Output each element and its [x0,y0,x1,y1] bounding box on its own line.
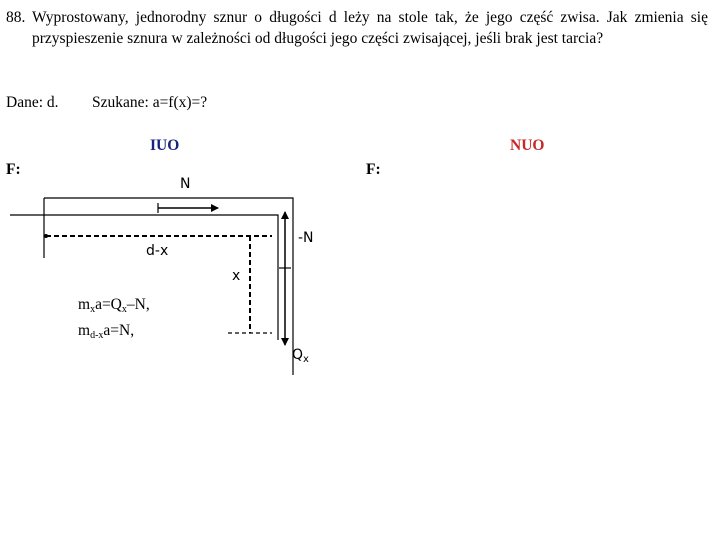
rope-outline [44,198,293,375]
equation-1: $m_xa=Q_x-N$, [78,296,150,315]
minus-n-force-label: -N [298,230,314,246]
q-force-label: $Q_x$ [292,347,309,365]
d-minus-x-label: d-x [146,243,169,259]
d-minus-x-start-dot [44,234,48,238]
equation-2: $m_{d-x}a=N$, [78,322,135,341]
given-data: Dane: d. [6,94,59,111]
problem-number: 88. [6,9,26,26]
equations [78,294,150,346]
forces-label-left: F: [6,161,21,178]
inertial-frame-label: IUO [150,137,180,154]
noninertial-frame-label: NUO [510,137,545,154]
forces-label-right: F: [366,161,381,178]
x-label: x [232,268,241,284]
n-force-label: N [180,176,191,192]
sought-data: Szukane: a=f(x)=? [92,94,208,111]
problem-text: Wyprostowany, jednorodny sznur o długości d leży na stole tak, że jego część zwisa. Jak zmienia się przyspieszenie sznura w zależności od długości jego części zwisającej, jeśli brak jest tarcia? [32,9,708,47]
